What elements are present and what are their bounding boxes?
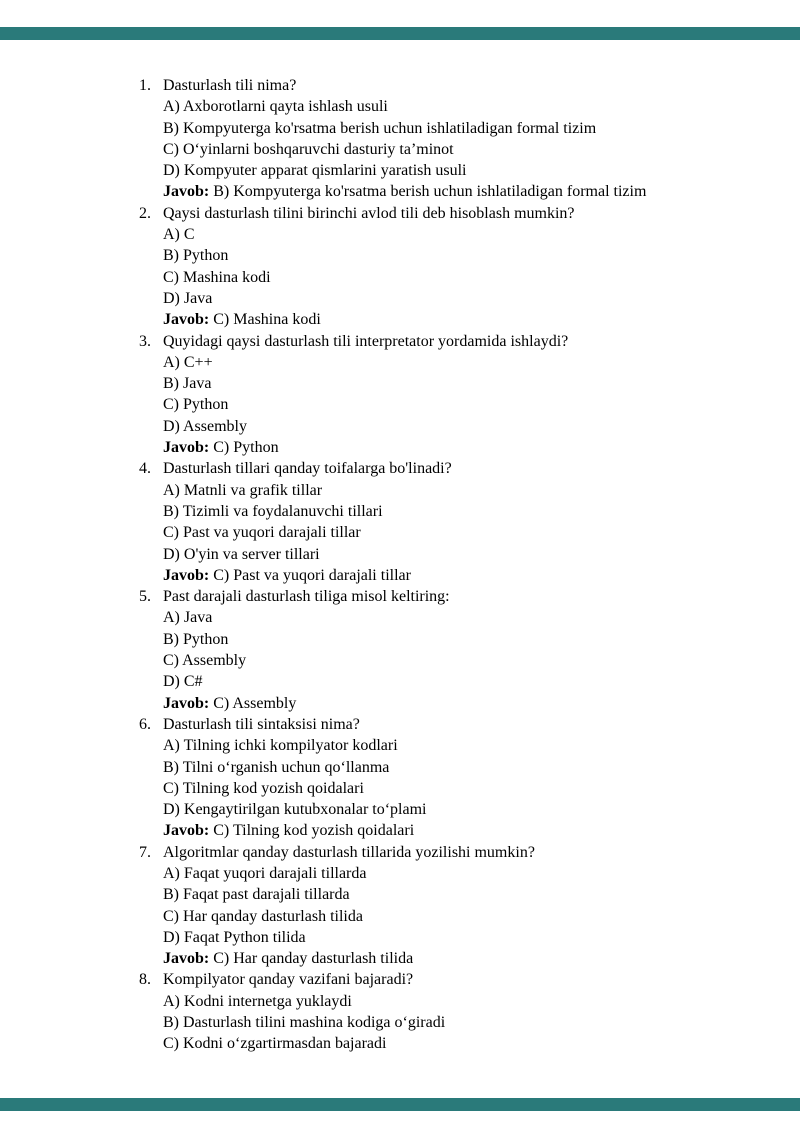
answer-label: Javob:	[163, 311, 210, 329]
question-text: Dasturlash tili nima?	[163, 77, 297, 94]
bottom-border-band	[0, 1098, 800, 1111]
option-line: C) Tilning kod yozish qoidalari	[163, 779, 364, 797]
answer-text: C) Assembly	[209, 694, 297, 712]
option-line: C) Assembly	[163, 652, 247, 670]
option-line: D) Kengaytirilgan kutubxonalar to‘plami	[163, 801, 427, 819]
answer-text: C) Har qanday dasturlash tilida	[209, 950, 414, 968]
option-line: B) Tilni o‘rganish uchun qo‘llanma	[163, 758, 390, 776]
question-text: Quyidagi qaysi dasturlash tili interpretator yordamida ishlaydi?	[163, 332, 569, 350]
question-line	[139, 75, 719, 96]
question-block	[139, 458, 719, 586]
option-line: C) Python	[163, 396, 229, 414]
option-line: A) Java	[163, 609, 213, 627]
answer-line	[163, 820, 719, 841]
question-number: 2.	[139, 204, 151, 222]
option-line: A) C++	[163, 353, 213, 371]
option-line: C) Mashina kodi	[163, 268, 271, 286]
question-line	[139, 969, 719, 990]
option-line: C) Past va yuqori darajali tillar	[163, 524, 361, 542]
question-block	[139, 842, 719, 970]
answer-text: C) Python	[209, 439, 279, 457]
option-line: D) Java	[163, 289, 213, 307]
answer-text: C) Past va yuqori darajali tillar	[209, 566, 411, 584]
option-line: C) Kodni o‘zgartirmasdan bajaradi	[163, 1035, 387, 1053]
answer-label: Javob:	[163, 566, 210, 584]
option-line: A) Faqat yuqori darajali tillarda	[163, 864, 367, 882]
question-line	[139, 331, 719, 352]
option-line: D) Kompyuter apparat qismlarini yaratish usuli	[163, 162, 467, 180]
question-block	[139, 714, 719, 842]
answer-label: Javob:	[163, 439, 210, 457]
answer-line	[163, 565, 719, 586]
question-block	[139, 75, 719, 203]
quiz-content	[139, 75, 719, 1055]
option-line: D) Faqat Python tilida	[163, 928, 306, 946]
option-line: C) O‘yinlarni boshqaruvchi dasturiy ta’minot	[163, 140, 454, 158]
question-number: 4.	[139, 460, 151, 478]
question-text: Dasturlash tillari qanday toifalarga bo'linadi?	[163, 460, 452, 478]
question-line	[139, 458, 719, 479]
option-line: A) C	[163, 226, 195, 244]
option-line: C) Har qanday dasturlash tilida	[163, 907, 363, 925]
answer-label: Javob:	[163, 822, 210, 840]
top-border-band	[0, 27, 800, 40]
question-number: 1.	[139, 77, 151, 94]
option-line: B) Python	[163, 247, 229, 265]
question-number: 8.	[139, 971, 151, 989]
option-line: B) Tizimli va foydalanuvchi tillari	[163, 502, 383, 520]
question-block	[139, 203, 719, 331]
option-line: D) O'yin va server tillari	[163, 545, 320, 563]
option-line: B) Dasturlash tilini mashina kodiga o‘giradi	[163, 1014, 446, 1032]
question-block	[139, 586, 719, 714]
option-line: B) Python	[163, 630, 229, 648]
answer-line	[163, 437, 719, 458]
question-number: 3.	[139, 332, 151, 350]
option-line: B) Java	[163, 375, 212, 393]
answer-line	[163, 181, 719, 202]
answer-text: C) Tilning kod yozish qoidalari	[209, 822, 415, 840]
option-line: D) Assembly	[163, 417, 247, 435]
question-line	[139, 586, 719, 607]
option-line: D) C#	[163, 673, 203, 691]
question-block	[139, 331, 719, 459]
answer-text: B) Kompyuterga ko'rsatma berish uchun ishlatiladigan formal tizim	[209, 183, 647, 201]
answer-line	[163, 693, 719, 714]
question-text: Past darajali dasturlash tiliga misol keltiring:	[163, 588, 450, 606]
question-text: Qaysi dasturlash tilini birinchi avlod tili deb hisoblash mumkin?	[163, 204, 575, 222]
answer-label: Javob:	[163, 950, 210, 968]
answer-label: Javob:	[163, 694, 210, 712]
question-number: 7.	[139, 843, 151, 861]
option-line: B) Faqat past darajali tillarda	[163, 886, 350, 904]
answer-text: C) Mashina kodi	[209, 311, 321, 329]
option-line: A) Axborotlarni qayta ishlash usuli	[163, 98, 388, 116]
question-text: Kompilyator qanday vazifani bajaradi?	[163, 971, 414, 989]
answer-line	[163, 309, 719, 330]
question-line	[139, 203, 719, 224]
question-number: 6.	[139, 715, 151, 733]
question-text: Algoritmlar qanday dasturlash tillarida yozilishi mumkin?	[163, 843, 535, 861]
answer-line	[163, 948, 719, 969]
option-line: B) Kompyuterga ko'rsatma berish uchun ishlatiladigan formal tizim	[163, 119, 597, 137]
question-line	[139, 842, 719, 863]
question-block	[139, 969, 719, 1054]
option-line: A) Kodni internetga yuklaydi	[163, 992, 352, 1010]
option-line: A) Matnli va grafik tillar	[163, 481, 323, 499]
option-line: A) Tilning ichki kompilyator kodlari	[163, 737, 398, 755]
question-line	[139, 714, 719, 735]
question-number: 5.	[139, 588, 151, 606]
question-text: Dasturlash tili sintaksisi nima?	[163, 715, 360, 733]
answer-label: Javob:	[163, 183, 210, 201]
